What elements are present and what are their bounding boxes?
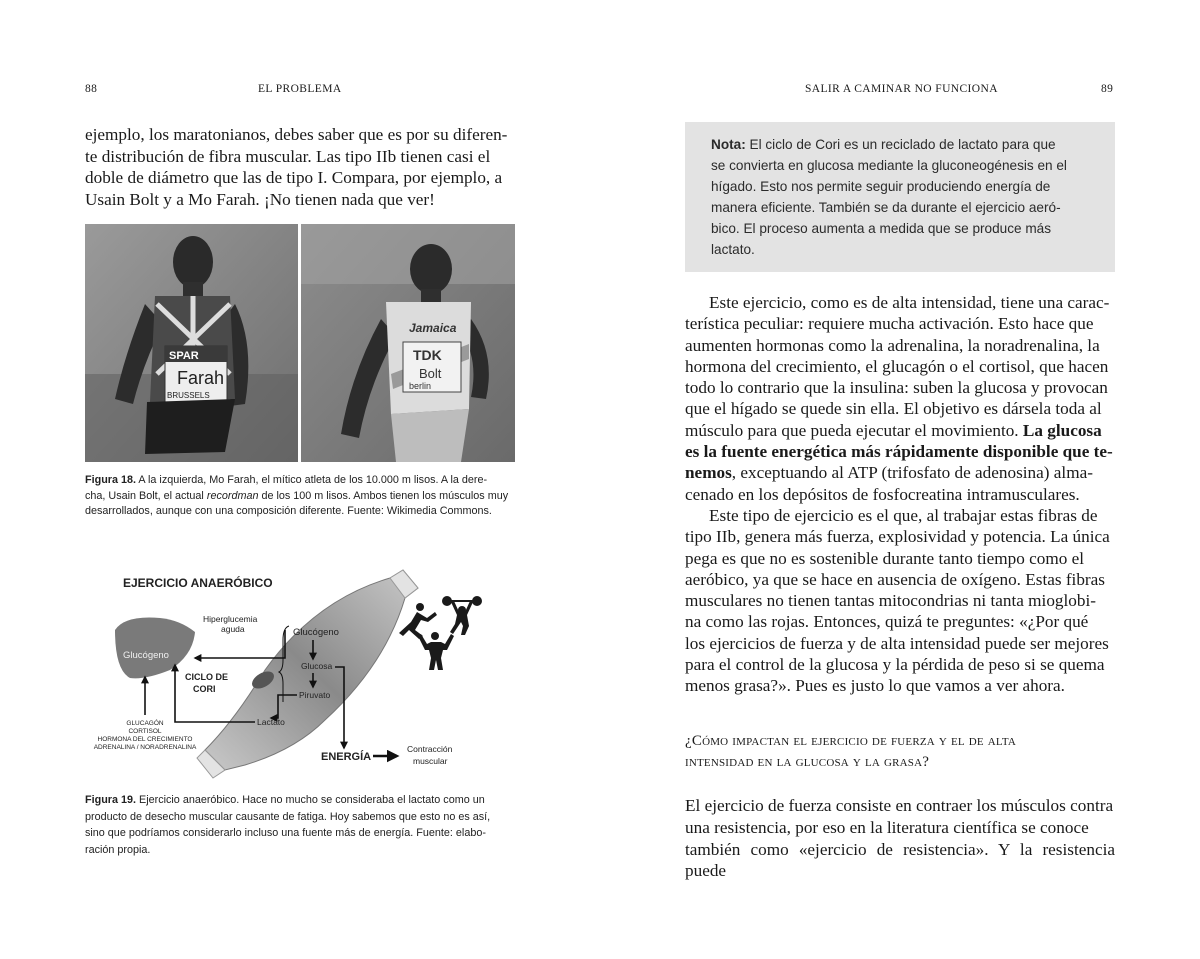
diagram-title: EJERCICIO ANAERÓBICO [123, 576, 273, 590]
label-hormones-4: ADRENALINA / NORADRENALINA [93, 744, 197, 751]
bodybuilder-icon [418, 632, 454, 670]
heading-line: ¿Cómo impactan el ejercicio de fuerza y el de alta [685, 733, 1017, 749]
bold-span: nemos [685, 463, 732, 483]
photo-usain-bolt [301, 224, 515, 462]
text-line: una resistencia, por eso en la literatura científica se conoce [685, 817, 1089, 837]
page-number-left: 88 [85, 83, 98, 95]
bib-text-berlin: berlin [409, 381, 432, 391]
text-line: ejemplo, los maratonianos, debes saber que es por su diferen- [85, 125, 508, 144]
text-line: musculares no tienen tantas mitocondrias ni tanta mioglobi- [685, 591, 1096, 611]
left-paragraph [85, 124, 515, 210]
caption-label: Figura 18. [85, 474, 137, 486]
label-glucose: Glucosa [301, 661, 333, 671]
text-line: que el hígado se quede sin ella. El objetivo es dársela toda al [685, 399, 1102, 419]
text-line: Este tipo de ejercicio es el que, al trabajar estas fibras de [709, 505, 1098, 525]
bib-text-brussels: BRUSSELS [167, 391, 210, 400]
caption-line: producto de desecho muscular causante de fatiga. Hoy sabemos que esto no es así, [85, 810, 491, 823]
text-line: para el control de la glucosa y la pérdida de peso si se quema [685, 655, 1105, 675]
caption-italic: recordman [206, 489, 259, 502]
text-line: los ejercicios de fuerza y de alta intensidad puede ser mejores [685, 633, 1109, 653]
bib-text-spar: SPAR [169, 350, 199, 362]
text-line: El ejercicio de fuerza consiste en contraer los músculos contra [685, 796, 1114, 815]
photo-mo-farah [85, 224, 298, 462]
text-line: na como las rojas. Entonces, quizá te preguntes: «¿Por qué [685, 612, 1089, 632]
text-line: aeróbico, ya que se hace en ausencia de oxígeno. Estas fibras [685, 569, 1105, 589]
heading-line: intensidad en la glucosa y la grasa? [685, 754, 930, 770]
section-heading [685, 731, 1115, 773]
text-line: Este ejercicio, como es de alta intensidad, tiene una carac- [709, 293, 1110, 312]
caption-line: desarrollados, aunque con una composición diferente. Fuente: Wikimedia Commons. [85, 505, 492, 517]
note-label: Nota: [711, 137, 746, 152]
note-line: El ciclo de Cori es un reciclado de lactato para que [745, 137, 1056, 152]
figure18-caption [85, 473, 515, 520]
note-line: se convierta en glucosa mediante la gluconeogénesis en el [711, 158, 1067, 174]
label-liver-glycogen: Glucógeno [123, 650, 169, 661]
caption-line: cha, Usain Bolt, el actual [85, 489, 207, 502]
text-line: también como «ejercicio de resistencia». Y la resistencia puede [685, 839, 1115, 881]
label-hormones-1: GLUCAGÓN [126, 720, 164, 727]
bold-span: La glucosa [1022, 420, 1102, 440]
text-span: , exceptuando al ATP (trifosfato de adenosina) alma- [731, 463, 1093, 483]
text-line: aumenten hormonas como la adrenalina, la noradrenalina, la [685, 335, 1100, 355]
caption-line: ración propia. [85, 843, 151, 856]
right-paragraph-3 [685, 795, 1115, 882]
label-hormones-3: HORMONA DEL CRECIMIENTO [97, 736, 193, 743]
running-head-left: EL PROBLEMA [258, 83, 342, 95]
right-paragraphs [685, 292, 1115, 697]
note-box [685, 122, 1115, 272]
sprinter-icon [399, 603, 437, 639]
label-lactate: Lactato [257, 717, 285, 727]
label-energy: ENERGÍA [321, 751, 372, 763]
label-contraction-2: muscular [413, 756, 448, 766]
text-line: cenado en los depósitos de fosfocreatina intramusculares. [685, 484, 1080, 504]
note-line: lactato. [711, 242, 755, 258]
bib-text-tdk: TDK [413, 347, 442, 363]
text-line: doble de diámetro que las de tipo I. Compara, por ejemplo, a [85, 168, 503, 187]
text-line: te distribución de fibra muscular. Las tipo IIb tienen casi el [85, 146, 491, 166]
anaerobic-diagram [85, 560, 515, 780]
label-contraction-1: Contracción [407, 744, 453, 754]
note-line: manera eficiente. También se da durante el ejercicio aeró- [711, 200, 1061, 216]
label-muscle-glycogen: Glucógeno [293, 627, 339, 638]
text-line: todo lo contrario que la insulina: suben la glucosa y provocan [685, 378, 1108, 398]
bib-text-bolt: Bolt [419, 366, 442, 381]
text-line: pega es que no es sostenible durante tanto tiempo como el [685, 548, 1085, 568]
text-line: hormona del crecimiento, el glucagón o el cortisol, que hacen [685, 356, 1109, 376]
text-line: menos grasa?». Pues es justo lo que vamos a ver ahora. [685, 676, 1065, 696]
page-number-right: 89 [1101, 83, 1114, 95]
text-line: Usain Bolt y a Mo Farah. ¡No tienen nada que ver! [85, 189, 435, 209]
caption-line: Ejercicio anaeróbico. Hace no mucho se consideraba el lactato como un [139, 794, 485, 806]
bib-text-farah: Farah [177, 368, 225, 388]
label-cori-2: CORI [193, 684, 216, 694]
text-line: terística peculiar: requiere mucha activación. Esto hace que [685, 314, 1094, 334]
label-hormones-2: CORTISOL [128, 728, 162, 735]
bold-span: es la fuente energética más rápidamente disponible que te- [685, 442, 1113, 462]
caption-line: de los 100 m lisos. Ambos tienen los músculos muy [258, 489, 509, 502]
text-span: músculo para que pueda ejecutar el movimiento. [685, 420, 1023, 440]
figure19-caption [85, 792, 515, 858]
caption-line: sino que podríamos considerarlo incluso una fuente más de energía. Fuente: elabo- [85, 827, 486, 839]
label-pyruvate: Piruvato [299, 690, 331, 700]
caption-label: Figura 19. [85, 794, 137, 806]
note-line: bico. El proceso aumenta a medida que se produce más [711, 221, 1052, 237]
vest-text-jamaica: Jamaica [409, 321, 457, 335]
label-hyperglycemia-2: aguda [221, 624, 245, 634]
weightlifter-icon [442, 596, 482, 635]
running-head-right: SALIR A CAMINAR NO FUNCIONA [805, 83, 998, 95]
label-hyperglycemia-1: Hiperglucemia [203, 614, 258, 624]
label-cori-1: CICLO DE [185, 672, 229, 682]
text-line: tipo IIb, genera más fuerza, explosividad y potencia. La única [685, 527, 1110, 547]
caption-line: A la izquierda, Mo Farah, el mítico atleta de los 10.000 m lisos. A la dere- [138, 474, 488, 486]
note-line: hígado. Esto nos permite seguir produciendo energía de [711, 179, 1051, 195]
